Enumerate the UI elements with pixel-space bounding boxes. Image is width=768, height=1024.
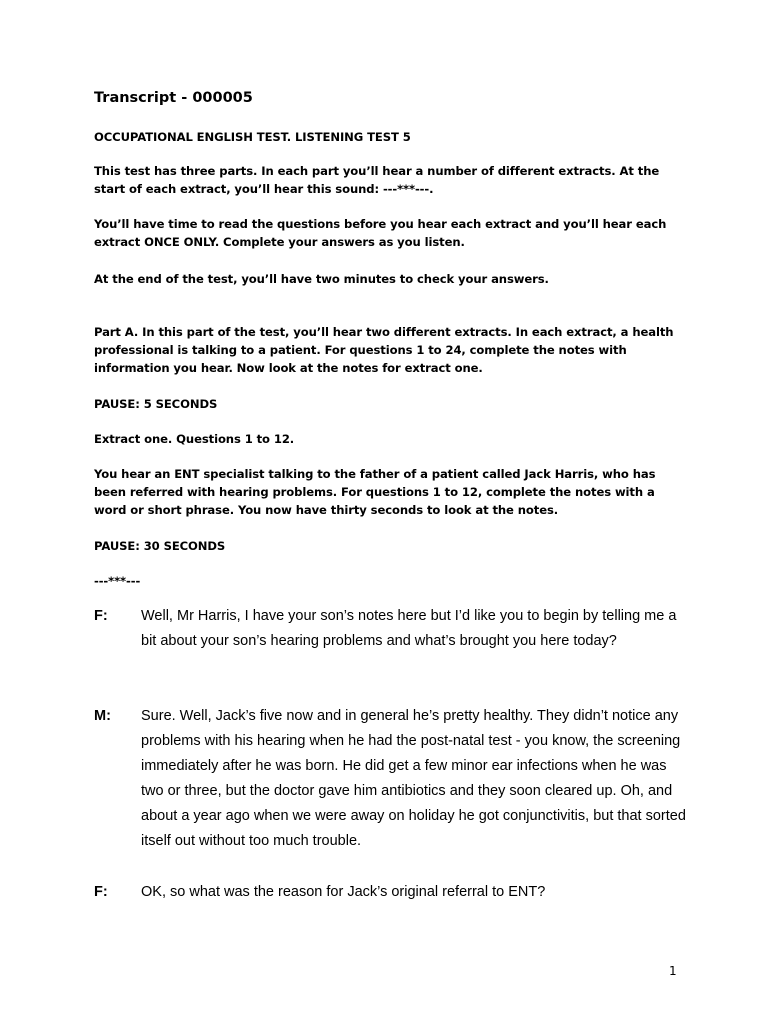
sound-marker: ---***---: [94, 574, 141, 588]
part-a-instructions: Part A. In this part of the test, you’ll hear two different extracts. In each extract, a health professional is talking to a patient. For questions 1 to 24, complete the notes with information you hear. Now look at the notes for extract one.: [94, 325, 674, 375]
test-heading: OCCUPATIONAL ENGLISH TEST. LISTENING TEST 5: [94, 130, 411, 144]
document-title: Transcript - 000005: [94, 90, 253, 106]
intro-paragraph-3: At the end of the test, you’ll have two minutes to check your answers.: [94, 272, 549, 286]
speech-text: Sure. Well, Jack’s five now and in general he’s pretty healthy. They didn’t notice any problems with his hearing when he had the post-natal test - you know, the screening immediately after he was born. He did get a few minor ear infections when he was two or three, but the doctor gave him antibiotics and they soon cleared up. Oh, and about a year ago when we were away on holiday he got conjunctivitis, but that sorted itself out without too much trouble.: [141, 708, 686, 849]
extract-description: You hear an ENT specialist talking to the father of a patient called Jack Harris, who has been referred with hearing problems. For questions 1 to 12, complete the notes with a word or short phrase. You now have thirty seconds to look at the notes.: [94, 467, 656, 517]
speech-text: OK, so what was the reason for Jack’s original referral to ENT?: [141, 884, 546, 900]
extract-one-heading: Extract one. Questions 1 to 12.: [94, 432, 295, 446]
speaker-label: F:: [94, 608, 108, 624]
speaker-label: M:: [94, 708, 111, 724]
speaker-label: F:: [94, 884, 108, 900]
pause-note-2: PAUSE: 30 SECONDS: [94, 539, 226, 553]
intro-paragraph-2: You’ll have time to read the questions before you hear each extract and you’ll hear each extract ONCE ONLY. Complete your answers as you listen.: [94, 217, 667, 249]
intro-paragraph-1: This test has three parts. In each part you’ll hear a number of different extracts. At the start of each extract, you’ll hear this sound: ---***---.: [94, 164, 660, 196]
pause-note-1: PAUSE: 5 SECONDS: [94, 397, 218, 411]
page-number: 1: [669, 964, 677, 978]
speech-text: Well, Mr Harris, I have your son’s notes here but I’d like you to begin by telling me a bit about your son’s hearing problems and what’s brought you here today?: [141, 608, 677, 649]
